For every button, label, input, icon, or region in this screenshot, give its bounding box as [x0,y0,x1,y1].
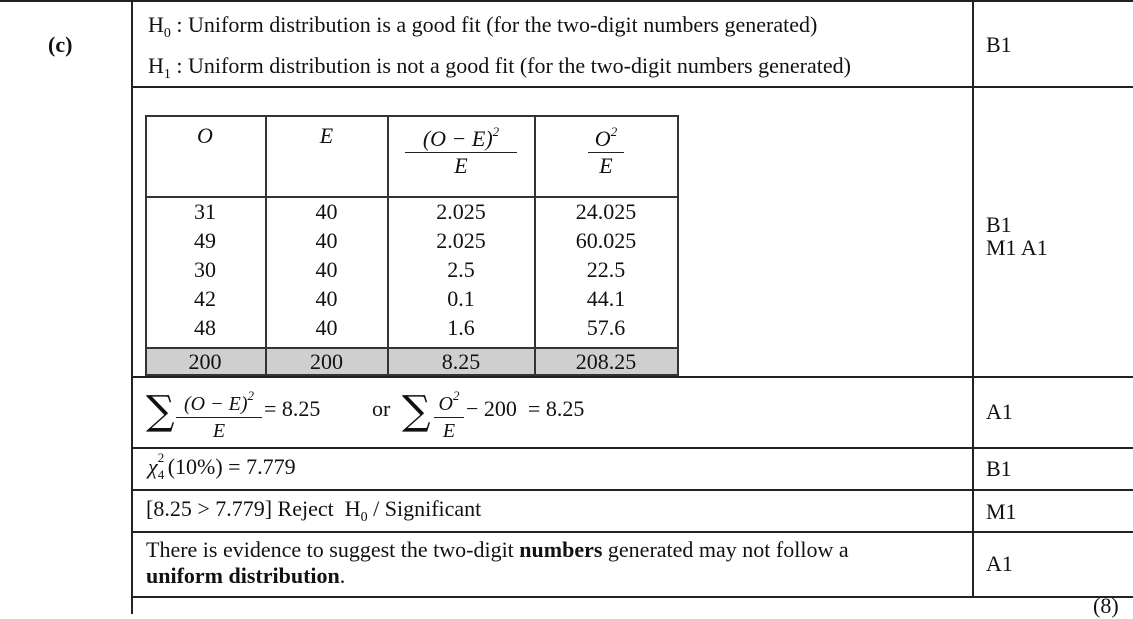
conclusion-text-2: generated may not follow a [602,537,849,562]
h1-subscript: 1 [163,67,171,82]
o-squared-over-e-total: 208.25 [575,349,637,374]
table-mark-2: M1 A1 [986,235,1048,260]
sigma-symbol-2: ∑ [402,388,431,434]
hypotheses-mark: B1 [986,32,1012,57]
left-column-divider [131,0,133,614]
inner-bottom-border [145,374,679,376]
chi-component-numerator: (O − E) [422,126,493,151]
null-hypothesis [148,12,817,47]
row-divider-5 [131,531,1133,533]
expected-value: 40 [315,286,338,311]
row-divider-4 [131,489,1133,491]
h0-subscript: 0 [163,26,171,41]
observed-value: 30 [194,257,216,282]
conclusion-bold-uniform: uniform distribution [146,563,340,588]
alternative-hypothesis [148,53,851,88]
expected-total: 200 [310,349,343,374]
observed-expected-table [145,115,679,376]
observed-value: 48 [194,315,216,340]
o-squared-over-e-value: 22.5 [586,257,626,282]
mark-column-divider [972,0,974,596]
total-marks: (8) [1093,593,1119,618]
observed-value: 49 [194,228,216,253]
decision-line [146,496,481,531]
h0-symbol: H [148,12,164,37]
chi-component-value: 2.5 [447,257,475,282]
header-expected: E [319,123,334,148]
conclusion-mark: A1 [986,551,1013,576]
chi-component-value: 1.6 [447,315,475,340]
row-divider-2 [131,376,1133,378]
chi-component-value: 0.1 [447,286,475,311]
o-squared-over-e-value: 44.1 [586,286,626,311]
o-squared-over-e-value: 57.6 [586,315,626,340]
chi-symbol: χ [148,454,158,479]
row-divider-6 [131,596,1133,598]
expected-value: 40 [315,199,338,224]
header-chi-component [388,121,534,177]
sum-result-2: − 200 = 8.25 [466,396,585,421]
inner-header-border [145,196,679,198]
o-squared-over-e-value: 24.025 [575,199,637,224]
chi-component-value: 2.025 [436,199,486,224]
sum-fraction-1-denominator: E [212,420,226,442]
critical-value-line [148,449,296,482]
chi-subscript: 4 [157,466,165,482]
critical-value-text: (10%) = 7.779 [167,454,296,479]
inner-col-border-4 [677,115,679,376]
observed-value: 42 [194,286,216,311]
sum-fraction-2-denominator: E [442,420,456,442]
sum-fraction-1-power: 2 [247,388,254,403]
h1-symbol: H [148,53,164,78]
o-squared-power: 2 [610,124,618,139]
conclusion-line-1 [146,537,849,563]
decision-h0-subscript: 0 [360,510,368,525]
chi-component-denominator: E [454,153,468,178]
conclusion-line-2 [146,563,345,589]
table-mark-1: B1 [986,212,1012,237]
conclusion-period: . [339,563,346,588]
decision-text: [8.25 > 7.779] Reject H [146,496,361,521]
decision-significant: / Significant [367,496,482,521]
chi-superscript: 2 [157,449,165,465]
chi-component-numerator-power: 2 [492,124,500,139]
h0-text: : Uniform distribution is a good fit (for the two-digit numbers generated) [176,12,818,37]
header-o-squared-over-e [535,121,677,177]
sigma-symbol-1: ∑ [146,388,175,434]
chi-component-value: 2.025 [436,228,486,253]
decision-mark: M1 [986,499,1017,524]
o-squared-numerator: O [594,126,611,151]
expected-value: 40 [315,228,338,253]
inner-top-border [145,115,679,117]
observed-total: 200 [188,349,222,374]
sum-fraction-2-power: 2 [452,388,460,403]
row-divider-3 [131,447,1133,449]
sum-fraction-1-numerator: (O − E) [184,393,248,415]
conclusion-bold-numbers: numbers [519,537,603,562]
test-statistic-mark: A1 [986,399,1013,424]
expected-value: 40 [315,257,338,282]
chi-component-total: 8.25 [441,349,481,374]
o-squared-denominator: E [599,153,613,178]
header-observed: O [197,123,213,148]
h1-text: : Uniform distribution is not a good fit (for the two-digit numbers generated) [176,53,851,78]
sum-result-1: = 8.25 [264,396,321,421]
or-label: or [372,396,391,421]
observed-value: 31 [194,199,216,224]
part-label: (c) [48,32,73,57]
critical-value-mark: B1 [986,456,1012,481]
expected-value: 40 [315,315,338,340]
conclusion-text-1: There is evidence to suggest the two-digit [146,537,520,562]
sum-fraction-2-numerator: O [438,393,453,415]
o-squared-over-e-value: 60.025 [575,228,637,253]
top-border [0,0,1133,2]
